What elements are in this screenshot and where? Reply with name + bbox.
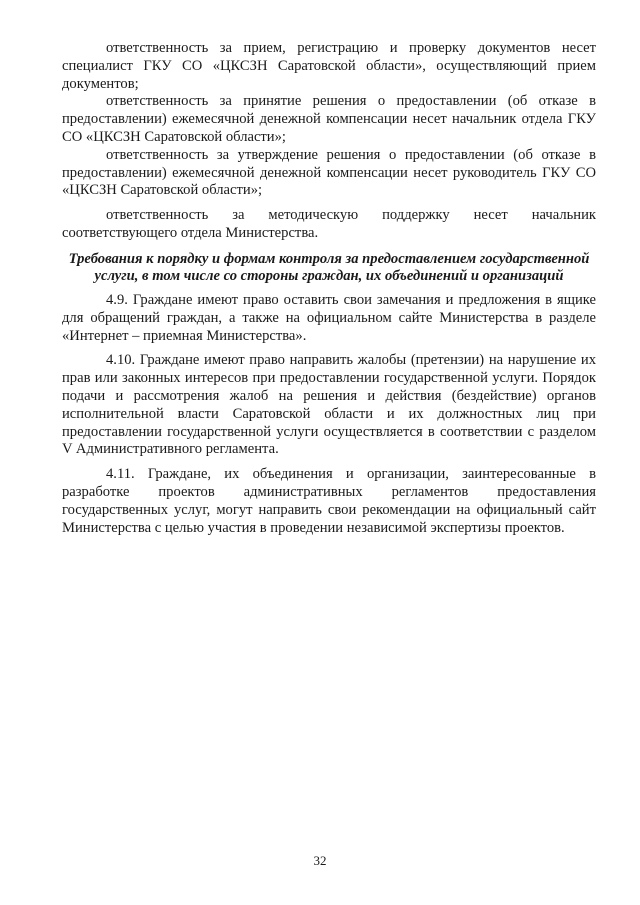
paragraph-approval-responsibility: ответственность за утверждение решения о предоставлении (об отказе в предоставлении) ежемесячной денежной компенсации несет руководитель ГКУ СО «ЦКСЗН Саратовской области»; (62, 146, 596, 199)
page-number: 32 (313, 853, 327, 868)
document-page (62, 40, 596, 537)
paragraph-4-11: 4.11. Граждане, их объединения и организации, заинтересованные в разработке проектов административных регламентов предоставления государственных услуг, могут направить свои рекомендации на официальный сайт Министерства с целью участия в проведении независимой экспертизы проектов. (62, 466, 596, 536)
paragraph-intake-responsibility: ответственность за прием, регистрацию и проверку документов несет специалист ГКУ СО «ЦКСЗН Саратовской области», осуществляющий прием документов; (62, 40, 596, 92)
paragraph-4-10: 4.10. Граждане имеют право направить жалобы (претензии) на нарушение их прав или законных интересов при предоставлении государственной услуги. Порядок подачи и рассмотрения жалоб на решения и действия (бездействие) органов исполнительной власти Саратовской области и их должностных лиц при предоставлении государственной услуги осуществляется в соответствии с разделом V Административного регламента. (62, 352, 596, 458)
paragraph-decision-responsibility: ответственность за принятие решения о предоставлении (об отказе в предоставлении) ежемесячной денежной компенсации несет начальник отдела ГКУ СО «ЦКСЗН Саратовской области»; (62, 93, 596, 145)
paragraph-methodical-support: ответственность за методическую поддержку несет начальник соответствующего отдела Министерства. (62, 207, 596, 241)
section-heading: Требования к порядку и формам контроля за предоставлением государственной услуги, в том числе со стороны граждан, их объединений и организаций (68, 250, 590, 285)
paragraph-4-9: 4.9. Граждане имеют право оставить свои замечания и предложения в ящике для обращений граждан, а также на официальном сайте Министерства в разделе «Интернет – приемная Министерства». (62, 291, 596, 344)
